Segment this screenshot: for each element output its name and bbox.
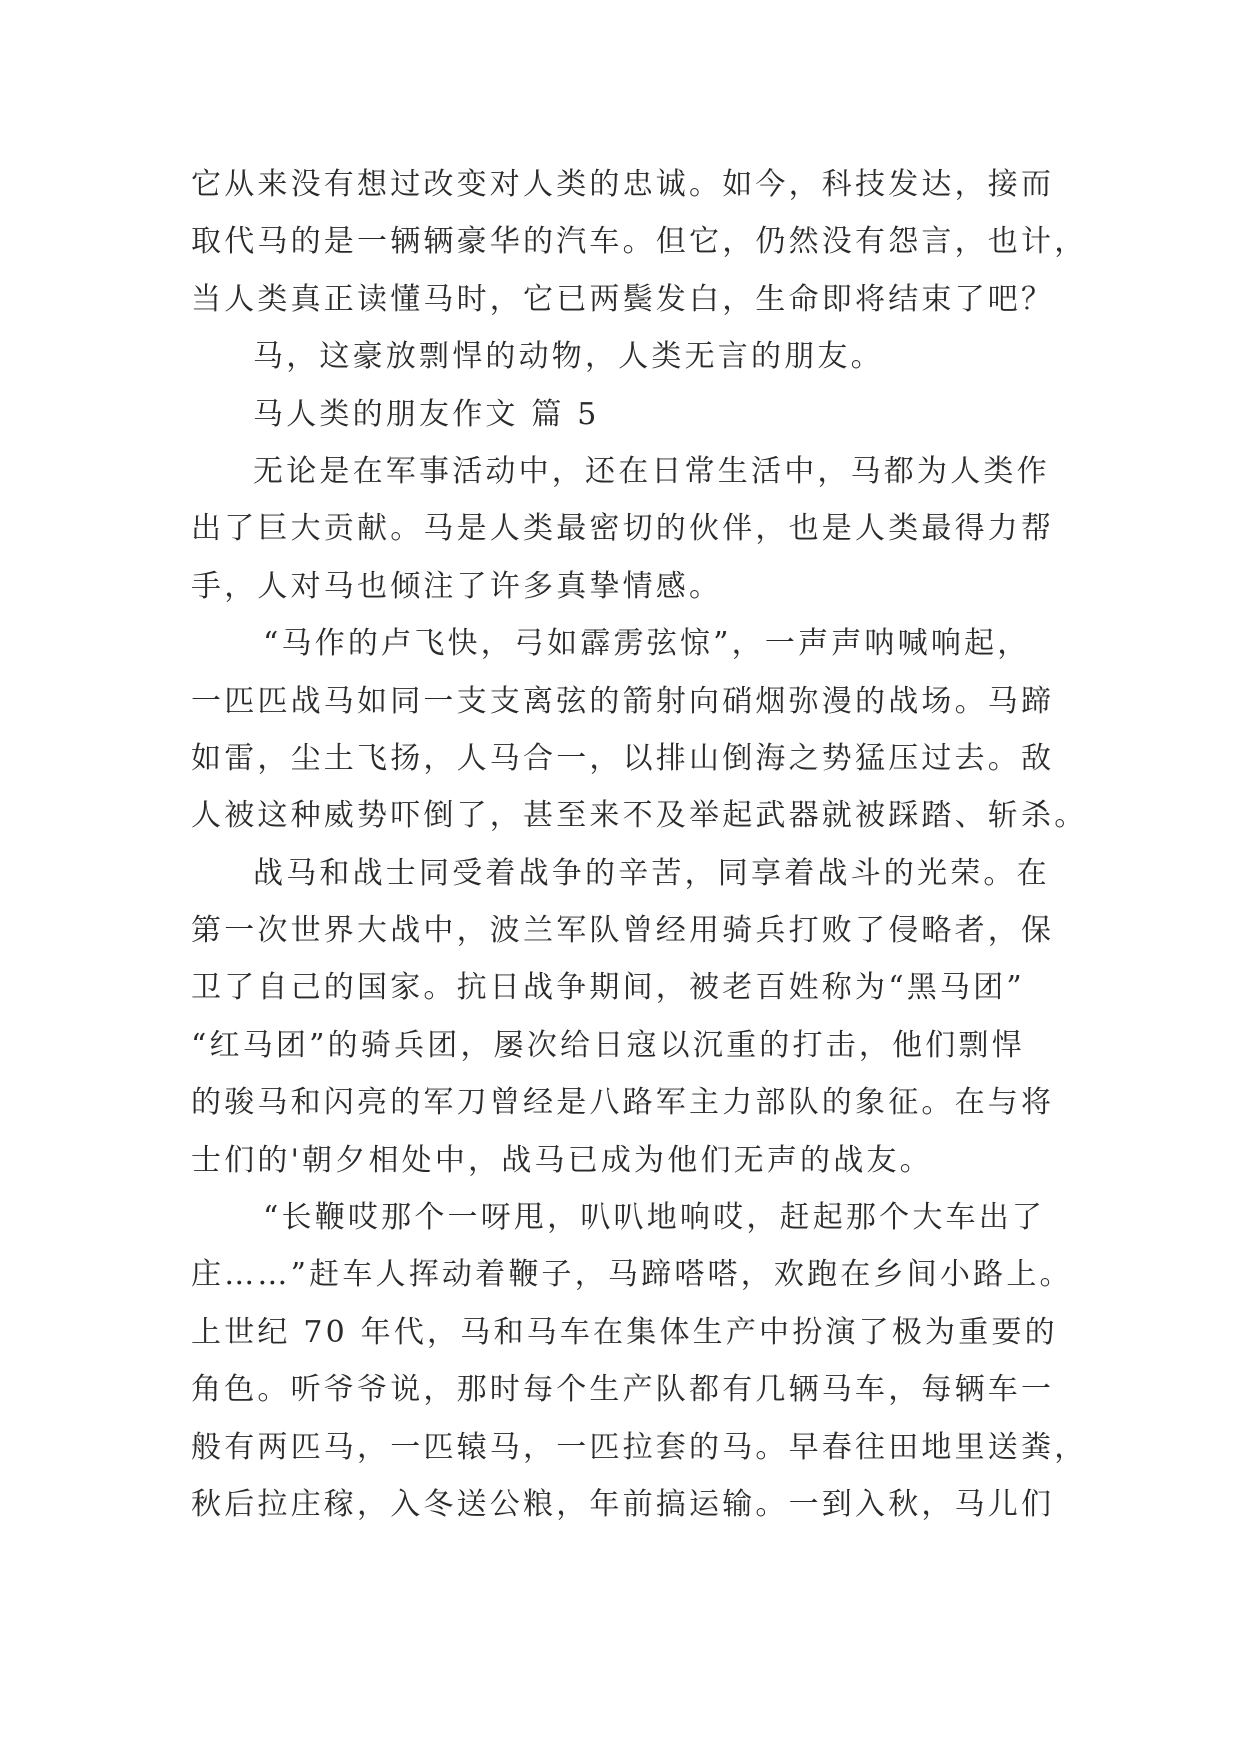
text-line: 出了巨大贡献。马是人类最密切的伙伴，也是人类最得力帮	[191, 511, 1055, 547]
text-line: “马作的卢飞快，弓如霹雳弦惊”，一声声呐喊响起，	[263, 626, 1031, 662]
text-line: 人被这种威势吓倒了，甚至来不及举起武器就被踩踏、斩杀。	[191, 798, 1088, 834]
text-line: 一匹匹战马如同一支支离弦的箭射向硝烟弥漫的战场。马蹄	[191, 683, 1055, 719]
text-line: “红马团”的骑兵团，屡次给日寇以沉重的打击，他们剽悍	[191, 1027, 1025, 1063]
text-line: 角色。听爷爷说，那时每个生产队都有几辆马车，每辆车一	[191, 1372, 1055, 1408]
text-line: 如雷，尘土飞扬，人马合一，以排山倒海之势猛压过去。敌	[191, 740, 1055, 776]
text-line: 士们的'朝夕相处中，战马已成为他们无声的战友。	[191, 1142, 933, 1178]
text-line: 庄……”赶车人挥动着鞭子，马蹄嗒嗒，欢跑在乡间小路上。	[191, 1257, 1073, 1293]
text-line: 当人类真正读懂马时，它已两鬓发白，生命即将结束了吧？	[191, 281, 1055, 317]
text-line: 取代马的是一辆辆豪华的汽车。但它，仍然没有怨言，也计，	[191, 224, 1088, 260]
text-line: 般有两匹马，一匹辕马，一匹拉套的马。早春往田地里送粪，	[191, 1429, 1088, 1465]
text-line: 第一次世界大战中，波兰军队曾经用骑兵打败了侵略者，保	[191, 913, 1055, 949]
text-line: 马，这豪放剽悍的动物，人类无言的朋友。	[253, 339, 884, 375]
document-body	[191, 156, 1088, 1533]
text-line: 战马和战士同受着战争的辛苦，同享着战斗的光荣。在	[253, 855, 1050, 891]
text-line: 无论是在军事活动中，还在日常生活中，马都为人类作	[253, 453, 1050, 489]
text-line: 上世纪 70 年代，马和马车在集体生产中扮演了极为重要的	[191, 1314, 1058, 1350]
text-line: 的骏马和闪亮的军刀曾经是八路军主力部队的象征。在与将	[191, 1085, 1055, 1121]
text-line: 它从来没有想过改变对人类的忠诚。如今，科技发达，接而	[191, 167, 1055, 202]
text-line: 手，人对马也倾注了许多真挚情感。	[191, 568, 723, 604]
text-line: “长鞭哎那个一呀甩，叭叭地响哎，赶起那个大车出了	[263, 1200, 1046, 1236]
section-heading: 马人类的朋友作文 篇 5	[253, 396, 600, 432]
text-line: 卫了自己的国家。抗日战争期间，被老百姓称为“黑马团”	[191, 970, 1025, 1006]
text-line: 秋后拉庄稼，入冬送公粮，年前搞运输。一到入秋，马儿们	[191, 1486, 1055, 1522]
